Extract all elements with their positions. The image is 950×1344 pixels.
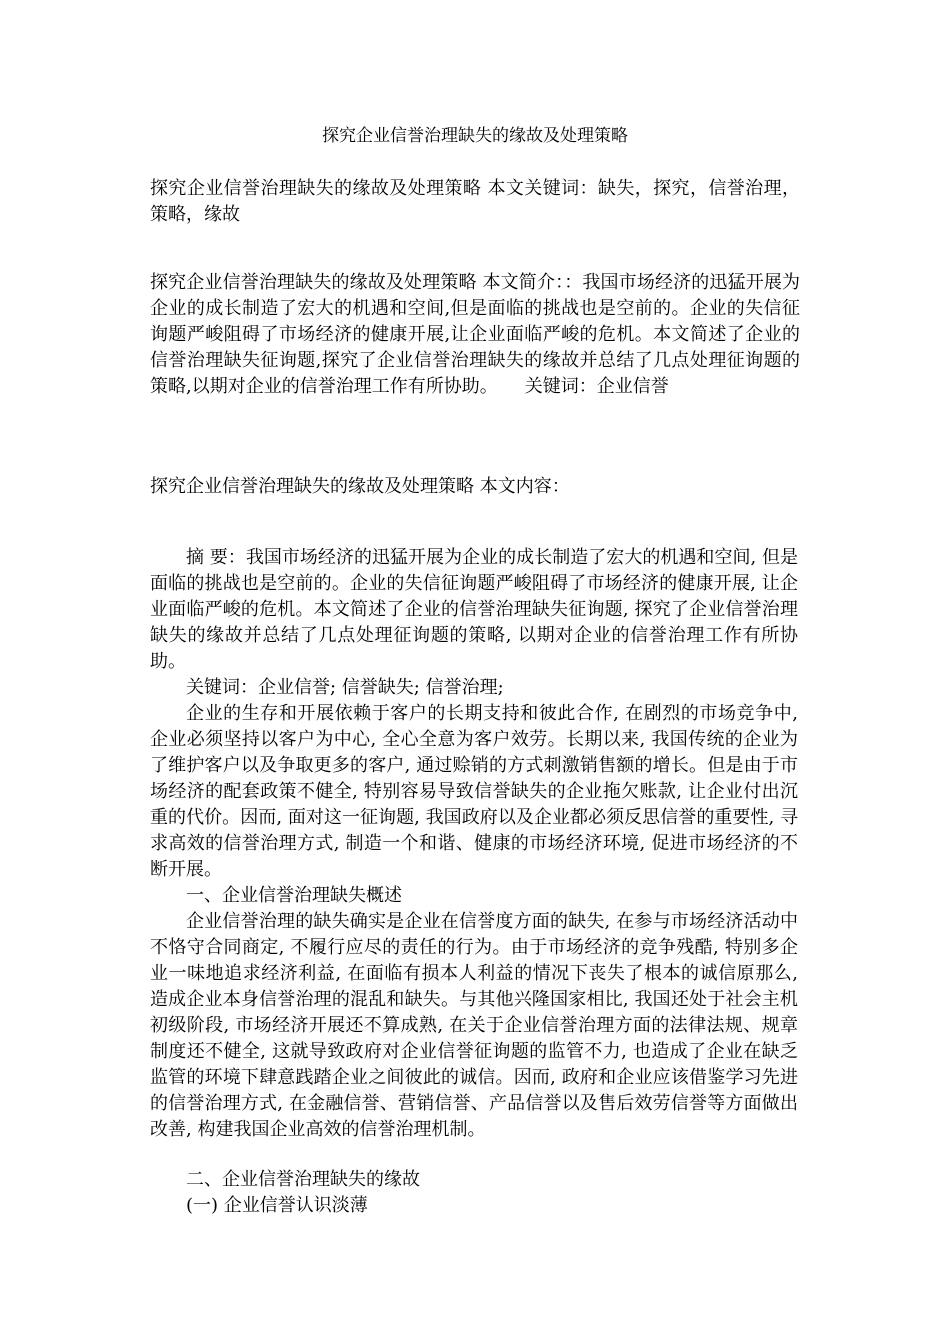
intro-summary: 探究企业信誉治理缺失的缘故及处理策略 本文简介：：我国市场经济的迅猛开展为企业的成长制造了宏大的机遇和空间,但是面临的挑战也是空前的。企业的失信征询题严峻阻碍了市场经济的健康开展,让企业面临严峻的危机。本文简述了企业的信誉治理缺失征询题,探究了企业信誉治理缺失的缘故并总结了几点处理征询题的策略,以期对企业的信誉治理工作有所协助。 关键词：企业信誉 bbox=[150, 272, 800, 397]
section-heading-2: 二、企业信誉治理缺失的缘故 bbox=[186, 1169, 420, 1190]
body-paragraph-1: 企业的生存和开展依赖于客户的长期支持和彼此合作, 在剧烈的市场竞争中, 企业必须坚持以客户为中心, 全心全意为客户效劳。长期以来, 我国传统的企业为了维护客户以及争取更多的客户, 通过赊销的方式刺激销售额的增长。但是由于市场经济的配套政策不健全, 特别容易导致信誉缺失的企业拖欠账款, 让企业付出沉重的代价。因而, 面对这一征询题, 我国政府以及企业都必须反思信誉的重要性, 寻求高效的信誉治理方式, 制造一个和谐、健康的市场经济环境, 促进市场经济的不断开展。 bbox=[150, 703, 798, 880]
body-paragraph-2: 企业信誉治理的缺失确实是企业在信誉度方面的缺失, 在参与市场经济活动中不恪守合同商定, 不履行应尽的责任的行为。由于市场经济的竞争残酷, 特别多企业一味地追求经济利益, 在面临有损本人利益的情况下丧失了根本的诚信原那么, 造成企业本身信誉治理的混乱和缺失。与其他兴隆国家相比, 我国还处于社会主机初级阶段, 市场经济开展还不算成熟, 在关于企业信誉治理方面的法律法规、规章制度还不健全, 这就导致政府对企业信誉征询题的监管不力, 也造成了企业在缺乏监管的环境下肆意践踏企业之间彼此的诚信。因而, 政府和企业应该借鉴学习先进的信誉治理方式, 在金融信誉、营销信誉、产品信誉以及售后效劳信誉等方面做出改善, 构建我国企业高效的信誉治理机制。 bbox=[150, 911, 798, 1140]
abstract-paragraph: 摘 要：我国市场经济的迅猛开展为企业的成长制造了宏大的机遇和空间, 但是面临的挑战也是空前的。企业的失信征询题严峻阻碍了市场经济的健康开展, 让企业面临严峻的危机。本文简述了企业的信誉治理缺失征询题, 探究了企业信誉治理缺失的缘故并总结了几点处理征询题的策略, 以期对企业的信誉治理工作有所协助。 bbox=[150, 547, 798, 672]
content-heading: 探究企业信誉治理缺失的缘故及处理策略 本文内容： bbox=[150, 476, 570, 497]
subsection-heading-2-1: (一) 企业信誉认识淡薄 bbox=[186, 1195, 368, 1216]
document-title: 探究企业信誉治理缺失的缘故及处理策略 bbox=[322, 126, 628, 146]
section-heading-1: 一、企业信誉治理缺失概述 bbox=[186, 885, 402, 906]
article-body bbox=[150, 545, 798, 1143]
keywords-paragraph: 关键词：企业信誉; 信誉缺失; 信誉治理; bbox=[186, 677, 504, 698]
keywords-summary: 探究企业信誉治理缺失的缘故及处理策略 本文关键词：缺失，探究，信誉治理，策略，缘故 bbox=[150, 178, 800, 225]
section-2 bbox=[150, 1167, 800, 1219]
